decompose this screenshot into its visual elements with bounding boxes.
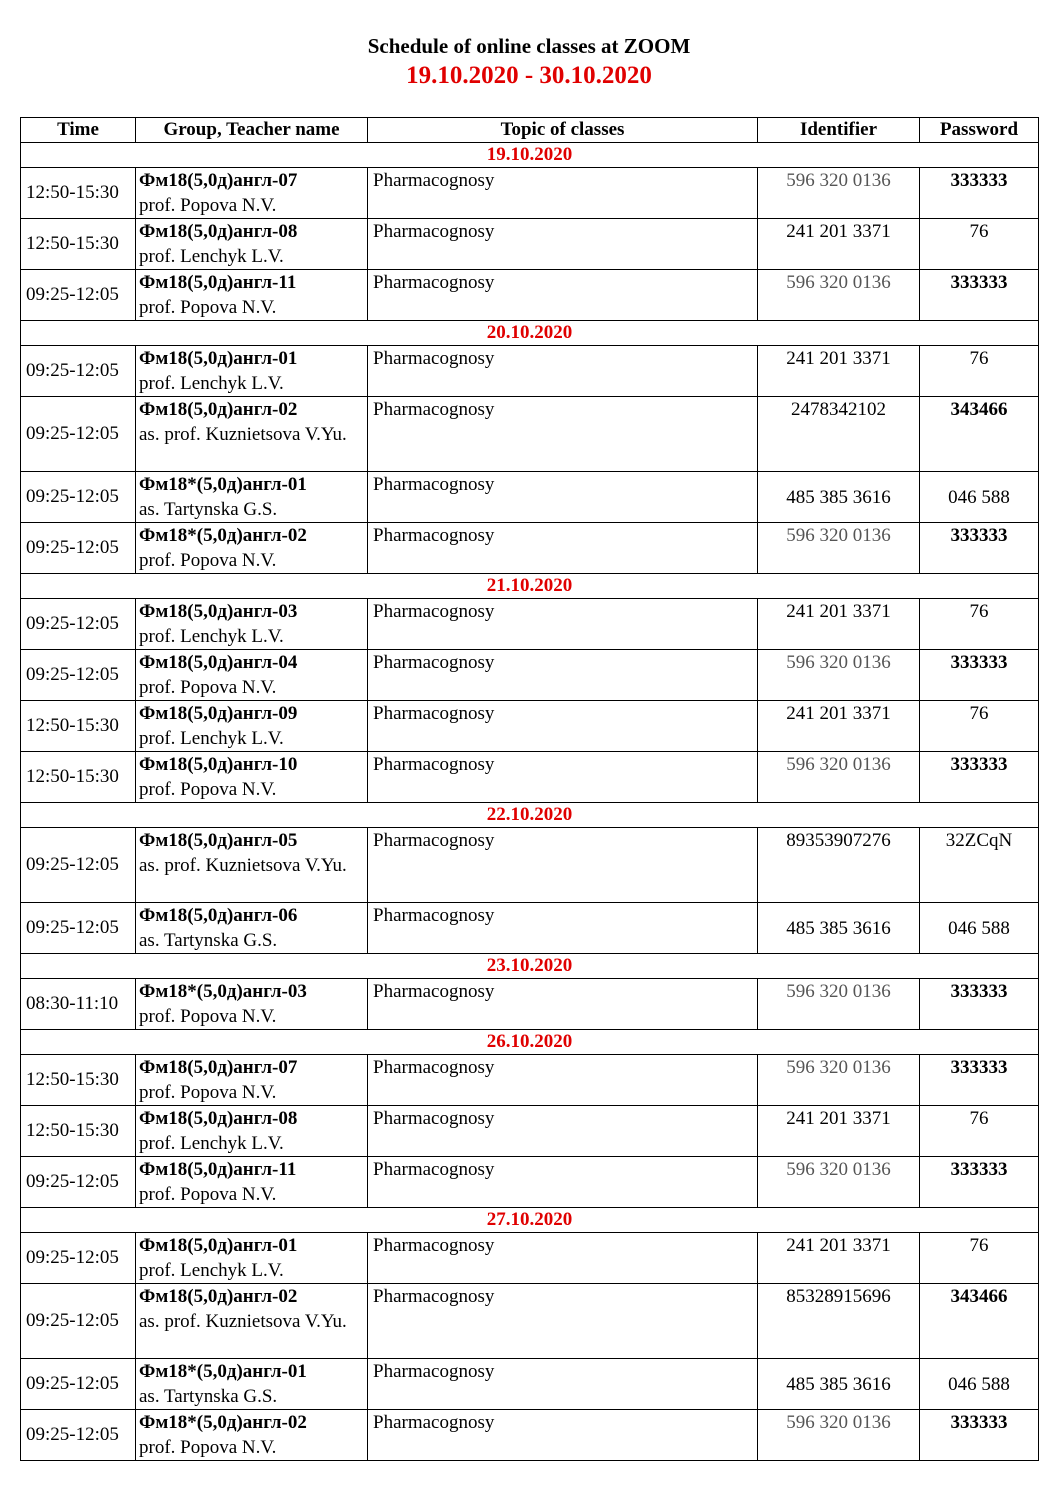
time-cell: 09:25-12:05: [21, 472, 136, 523]
col-header-identifier: Identifier: [758, 118, 920, 143]
group-cell: [136, 523, 368, 574]
teacher-name: prof. Lenchyk L.V.: [139, 728, 284, 749]
teacher-name: prof. Popova N.V.: [139, 1082, 277, 1103]
time-cell: 09:25-12:05: [21, 346, 136, 397]
teacher-name: as. prof. Kuznietsova V.Yu.: [139, 855, 347, 876]
time-cell: 12:50-15:30: [21, 1055, 136, 1106]
group-name: Фм18(5,0д)англ-07: [139, 1057, 298, 1078]
date-cell: 26.10.2020: [21, 1030, 1039, 1055]
identifier-cell: 596 320 0136: [758, 168, 920, 219]
identifier-cell: 241 201 3371: [758, 1233, 920, 1284]
group-cell: [136, 1410, 368, 1461]
identifier-cell: 241 201 3371: [758, 219, 920, 270]
identifier-cell: 485 385 3616: [758, 472, 920, 523]
identifier-cell: 596 320 0136: [758, 1055, 920, 1106]
group-name: Фм18(5,0д)англ-09: [139, 703, 298, 724]
date-cell: 23.10.2020: [21, 954, 1039, 979]
col-header-group: Group, Teacher name: [136, 118, 368, 143]
identifier-cell: 596 320 0136: [758, 270, 920, 321]
time-cell: 09:25-12:05: [21, 397, 136, 472]
identifier-cell: 241 201 3371: [758, 1106, 920, 1157]
table-row: [21, 1359, 1039, 1410]
teacher-name: prof. Popova N.V.: [139, 550, 277, 571]
date-row: [21, 1208, 1039, 1233]
topic-cell: Pharmacognosy: [368, 828, 758, 903]
table-row: [21, 1055, 1039, 1106]
password-cell: 333333: [920, 979, 1039, 1030]
password-cell: 046 588: [920, 472, 1039, 523]
teacher-name: prof. Popova N.V.: [139, 1184, 277, 1205]
group-name: Фм18(5,0д)англ-10: [139, 754, 298, 775]
password-cell: 046 588: [920, 903, 1039, 954]
date-cell: 20.10.2020: [21, 321, 1039, 346]
table-row: [21, 1233, 1039, 1284]
table-row: [21, 270, 1039, 321]
date-range: 19.10.2020 - 30.10.2020: [406, 62, 652, 89]
password-cell: 76: [920, 346, 1039, 397]
table-row: [21, 168, 1039, 219]
identifier-cell: 596 320 0136: [758, 523, 920, 574]
time-cell: 09:25-12:05: [21, 828, 136, 903]
teacher-name: prof. Lenchyk L.V.: [139, 626, 284, 647]
teacher-name: prof. Lenchyk L.V.: [139, 373, 284, 394]
time-cell: 12:50-15:30: [21, 701, 136, 752]
password-cell: 343466: [920, 397, 1039, 472]
password-cell: 333333: [920, 1055, 1039, 1106]
password-cell: 333333: [920, 1410, 1039, 1461]
topic-cell: Pharmacognosy: [368, 168, 758, 219]
password-cell: 046 588: [920, 1359, 1039, 1410]
teacher-name: prof. Lenchyk L.V.: [139, 1260, 284, 1281]
topic-cell: Pharmacognosy: [368, 472, 758, 523]
date-row: [21, 321, 1039, 346]
time-cell: 12:50-15:30: [21, 168, 136, 219]
date-row: [21, 1030, 1039, 1055]
teacher-name: prof. Popova N.V.: [139, 297, 277, 318]
group-name: Фм18(5,0д)англ-01: [139, 1235, 298, 1256]
group-cell: [136, 397, 368, 472]
page-title: Schedule of online classes at ZOOM: [367, 34, 691, 58]
group-cell: [136, 701, 368, 752]
password-cell: 76: [920, 599, 1039, 650]
topic-cell: Pharmacognosy: [368, 219, 758, 270]
schedule-table: [20, 117, 1039, 1461]
teacher-name: prof. Popova N.V.: [139, 1006, 277, 1027]
topic-cell: Pharmacognosy: [368, 701, 758, 752]
password-cell: 333333: [920, 270, 1039, 321]
group-cell: [136, 346, 368, 397]
group-cell: [136, 1233, 368, 1284]
date-row: [21, 954, 1039, 979]
date-row: [21, 143, 1039, 168]
group-name: Фм18(5,0д)англ-11: [139, 272, 297, 293]
identifier-cell: 241 201 3371: [758, 599, 920, 650]
group-name: Фм18*(5,0д)англ-03: [139, 981, 307, 1002]
teacher-name: prof. Lenchyk L.V.: [139, 246, 284, 267]
password-cell: 76: [920, 1106, 1039, 1157]
topic-cell: Pharmacognosy: [368, 1055, 758, 1106]
group-name: Фм18(5,0д)англ-01: [139, 348, 298, 369]
topic-cell: Pharmacognosy: [368, 903, 758, 954]
table-row: [21, 903, 1039, 954]
teacher-name: prof. Popova N.V.: [139, 779, 277, 800]
password-cell: 333333: [920, 650, 1039, 701]
group-name: Фм18*(5,0д)англ-01: [139, 474, 307, 495]
teacher-name: as. Tartynska G.S.: [139, 1386, 278, 1407]
table-row: [21, 523, 1039, 574]
table-row: [21, 346, 1039, 397]
time-cell: 09:25-12:05: [21, 1284, 136, 1359]
password-cell: 333333: [920, 1157, 1039, 1208]
col-header-topic: Topic of classes: [368, 118, 758, 143]
time-cell: 12:50-15:30: [21, 752, 136, 803]
group-name: Фм18(5,0д)англ-03: [139, 601, 298, 622]
group-cell: [136, 1106, 368, 1157]
group-cell: [136, 1359, 368, 1410]
table-row: [21, 650, 1039, 701]
group-name: Фм18(5,0д)англ-07: [139, 170, 298, 191]
time-cell: 08:30-11:10: [21, 979, 136, 1030]
time-cell: 09:25-12:05: [21, 599, 136, 650]
identifier-cell: 596 320 0136: [758, 752, 920, 803]
time-cell: 12:50-15:30: [21, 1106, 136, 1157]
topic-cell: Pharmacognosy: [368, 1284, 758, 1359]
teacher-name: as. Tartynska G.S.: [139, 499, 278, 520]
date-cell: 19.10.2020: [21, 143, 1039, 168]
password-cell: 76: [920, 701, 1039, 752]
group-cell: [136, 270, 368, 321]
table-row: [21, 828, 1039, 903]
password-cell: 76: [920, 219, 1039, 270]
time-cell: 09:25-12:05: [21, 903, 136, 954]
topic-cell: Pharmacognosy: [368, 397, 758, 472]
schedule-body: [21, 143, 1039, 1461]
table-row: [21, 219, 1039, 270]
identifier-cell: 485 385 3616: [758, 903, 920, 954]
group-name: Фм18(5,0д)англ-06: [139, 905, 298, 926]
identifier-cell: 2478342102: [758, 397, 920, 472]
group-name: Фм18*(5,0д)англ-02: [139, 1412, 307, 1433]
group-cell: [136, 828, 368, 903]
identifier-cell: 89353907276: [758, 828, 920, 903]
teacher-name: as. Tartynska G.S.: [139, 930, 278, 951]
time-cell: 09:25-12:05: [21, 1359, 136, 1410]
teacher-name: as. prof. Kuznietsova V.Yu.: [139, 424, 347, 445]
table-row: [21, 1410, 1039, 1461]
identifier-cell: 241 201 3371: [758, 701, 920, 752]
password-cell: 343466: [920, 1284, 1039, 1359]
time-cell: 09:25-12:05: [21, 1157, 136, 1208]
group-cell: [136, 650, 368, 701]
time-cell: 09:25-12:05: [21, 270, 136, 321]
group-cell: [136, 219, 368, 270]
table-row: [21, 599, 1039, 650]
group-cell: [136, 472, 368, 523]
password-cell: 32ZCqN: [920, 828, 1039, 903]
identifier-cell: 485 385 3616: [758, 1359, 920, 1410]
password-cell: 333333: [920, 523, 1039, 574]
topic-cell: Pharmacognosy: [368, 1233, 758, 1284]
time-cell: 12:50-15:30: [21, 219, 136, 270]
table-row: [21, 701, 1039, 752]
time-cell: 09:25-12:05: [21, 523, 136, 574]
group-cell: [136, 1055, 368, 1106]
topic-cell: Pharmacognosy: [368, 979, 758, 1030]
group-name: Фм18(5,0д)англ-04: [139, 652, 298, 673]
group-name: Фм18*(5,0д)англ-01: [139, 1361, 307, 1382]
group-name: Фм18(5,0д)англ-11: [139, 1159, 297, 1180]
group-name: Фм18(5,0д)англ-08: [139, 221, 298, 242]
col-header-password: Password: [920, 118, 1039, 143]
header-row: [21, 118, 1039, 143]
table-row: [21, 397, 1039, 472]
date-cell: 21.10.2020: [21, 574, 1039, 599]
identifier-cell: 596 320 0136: [758, 1410, 920, 1461]
date-row: [21, 574, 1039, 599]
topic-cell: Pharmacognosy: [368, 1410, 758, 1461]
topic-cell: Pharmacognosy: [368, 650, 758, 701]
teacher-name: prof. Popova N.V.: [139, 195, 277, 216]
group-cell: [136, 1284, 368, 1359]
password-cell: 333333: [920, 752, 1039, 803]
identifier-cell: 596 320 0136: [758, 979, 920, 1030]
date-cell: 27.10.2020: [21, 1208, 1039, 1233]
group-cell: [136, 752, 368, 803]
topic-cell: Pharmacognosy: [368, 346, 758, 397]
password-cell: 76: [920, 1233, 1039, 1284]
group-name: Фм18(5,0д)англ-02: [139, 399, 298, 420]
identifier-cell: 596 320 0136: [758, 650, 920, 701]
topic-cell: Pharmacognosy: [368, 1106, 758, 1157]
password-cell: 333333: [920, 168, 1039, 219]
group-name: Фм18(5,0д)англ-05: [139, 830, 298, 851]
date-row: [21, 803, 1039, 828]
time-cell: 09:25-12:05: [21, 650, 136, 701]
table-row: [21, 979, 1039, 1030]
group-cell: [136, 168, 368, 219]
time-cell: 09:25-12:05: [21, 1233, 136, 1284]
table-row: [21, 752, 1039, 803]
group-name: Фм18(5,0д)англ-02: [139, 1286, 298, 1307]
date-cell: 22.10.2020: [21, 803, 1039, 828]
group-cell: [136, 979, 368, 1030]
table-row: [21, 1106, 1039, 1157]
group-name: Фм18*(5,0д)англ-02: [139, 525, 307, 546]
identifier-cell: 85328915696: [758, 1284, 920, 1359]
group-cell: [136, 1157, 368, 1208]
group-name: Фм18(5,0д)англ-08: [139, 1108, 298, 1129]
topic-cell: Pharmacognosy: [368, 523, 758, 574]
topic-cell: Pharmacognosy: [368, 1157, 758, 1208]
table-row: [21, 472, 1039, 523]
group-cell: [136, 903, 368, 954]
topic-cell: Pharmacognosy: [368, 270, 758, 321]
teacher-name: prof. Popova N.V.: [139, 1437, 277, 1458]
group-cell: [136, 599, 368, 650]
topic-cell: Pharmacognosy: [368, 1359, 758, 1410]
col-header-time: Time: [21, 118, 136, 143]
identifier-cell: 241 201 3371: [758, 346, 920, 397]
topic-cell: Pharmacognosy: [368, 599, 758, 650]
topic-cell: Pharmacognosy: [368, 752, 758, 803]
teacher-name: prof. Lenchyk L.V.: [139, 1133, 284, 1154]
table-row: [21, 1284, 1039, 1359]
teacher-name: prof. Popova N.V.: [139, 677, 277, 698]
time-cell: 09:25-12:05: [21, 1410, 136, 1461]
table-row: [21, 1157, 1039, 1208]
teacher-name: as. prof. Kuznietsova V.Yu.: [139, 1311, 347, 1332]
identifier-cell: 596 320 0136: [758, 1157, 920, 1208]
